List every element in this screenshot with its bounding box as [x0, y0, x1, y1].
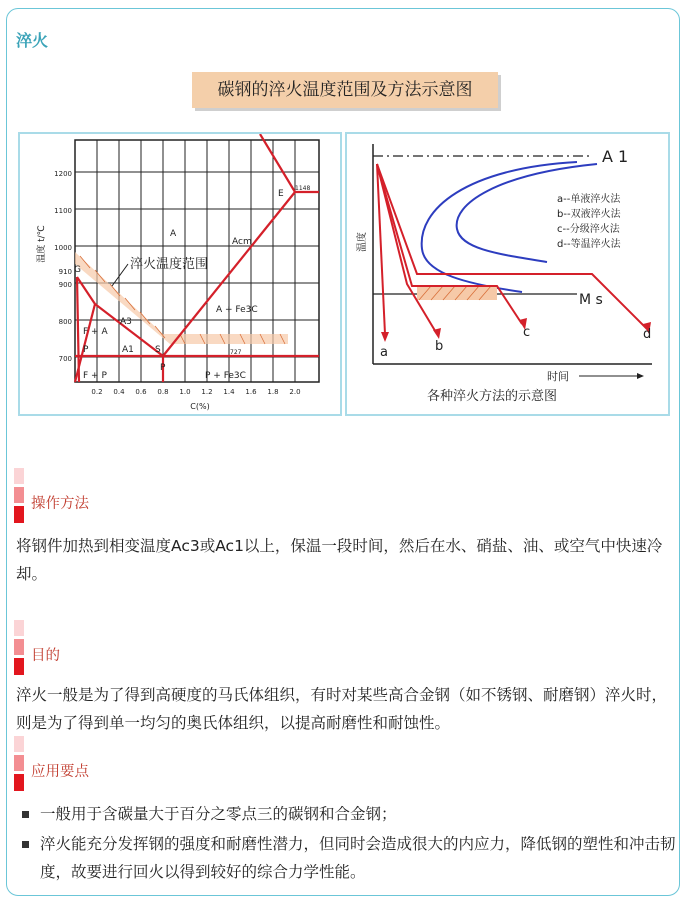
purpose-paragraph: 淬火一般是为了得到高硬度的马氏体组织，有时对某些高合金钢（如不锈钢、耐磨钢）淬火时，则是为了得到单一均匀的奥氏体组织，以提高耐磨性和耐蚀性。: [16, 686, 668, 732]
point-G: G: [74, 265, 81, 275]
y-tick: 1100: [54, 207, 72, 215]
y-tick: 1000: [54, 244, 72, 252]
curve-label-a: a: [380, 345, 388, 360]
label-P: P: [83, 345, 89, 355]
legend-item: c--分级淬火法: [557, 224, 620, 235]
curve-label-c: c: [523, 325, 531, 340]
label-A: A: [170, 229, 177, 239]
label-A3: A3: [120, 317, 132, 327]
y-tick: 800: [58, 318, 72, 326]
x-axis-label: 时间: [547, 370, 569, 383]
legend-item: b--双液淬火法: [557, 209, 621, 220]
page-title: 淬火: [16, 31, 49, 50]
section-heading-key-points: [14, 736, 214, 792]
list-item-text: 淬火能充分发挥钢的强度和耐磨性潜力，但同时会造成很大的内应力，降低钢的塑性和冲击韧度，故要进行回火以得到较好的综合力学性能。: [40, 835, 676, 881]
label-A1: A1: [122, 345, 134, 355]
phase-diagram-svg: [20, 134, 340, 414]
phase-diagram-figure: [18, 132, 342, 416]
point-S: S: [155, 345, 161, 355]
x-tick: 1.6: [245, 388, 257, 396]
y-tick: 1200: [54, 170, 72, 178]
section-heading-label: 操作方法: [31, 496, 89, 512]
x-tick: 1.2: [201, 388, 213, 396]
x-tick: 0.4: [113, 388, 125, 396]
legend: [557, 192, 622, 250]
quench-methods-svg: [347, 134, 668, 414]
isothermal-hatch: [417, 286, 497, 300]
x-axis-label: C(%): [190, 402, 210, 411]
A1-label: A 1: [602, 147, 629, 166]
point-E: E: [278, 189, 284, 199]
y-axis-label: 温度: [357, 232, 368, 252]
x-tick: 1.0: [179, 388, 191, 396]
key-points-list: [16, 800, 676, 888]
y-tick: 910: [58, 268, 72, 276]
x-tick: 0.2: [91, 388, 103, 396]
label-Acm: Acm: [232, 237, 252, 247]
quench-methods-figure: [345, 132, 670, 416]
x-tick: 1.4: [223, 388, 235, 396]
label-P-bottom: P: [160, 363, 166, 373]
figure-banner: 碳钢的淬火温度范围及方法示意图: [192, 72, 498, 108]
y-tick: 900: [58, 281, 72, 289]
list-item-text: 一般用于含碳量大于百分之零点三的碳钢和合金钢；: [40, 805, 397, 823]
section-heading-label: 目的: [31, 648, 60, 664]
curve-label-d: d: [643, 327, 652, 342]
x-tick: 0.6: [135, 388, 147, 396]
quench-range-label: 淬火温度范围: [130, 257, 209, 272]
x-tick: 1.8: [267, 388, 279, 396]
label-F-A: F + A: [83, 327, 108, 337]
section-heading-operation: [14, 468, 214, 524]
operation-paragraph: 将钢件加热到相变温度Ac3或Ac1以上，保温一段时间，然后在水、硝盐、油、或空气中快速冷却。: [16, 537, 663, 583]
list-item: [16, 830, 676, 886]
label-F-P: F + P: [83, 371, 107, 381]
x-tick: 2.0: [289, 388, 301, 396]
y-tick: 700: [58, 355, 72, 363]
label-A-Fe3C: A + Fe3C: [216, 305, 258, 315]
section-heading-label: 应用要点: [31, 764, 89, 780]
x-tick: 0.8: [157, 388, 169, 396]
legend-item: a--单液淬火法: [557, 194, 621, 205]
y-axis-label: 温度 t/℃: [37, 225, 47, 263]
curve-label-b: b: [435, 339, 444, 354]
Ms-label: M s: [579, 292, 603, 308]
label-P-Fe3C: P + Fe3C: [205, 371, 246, 381]
eutectoid-temp: 727: [230, 349, 242, 356]
legend-item: d--等温淬火法: [557, 239, 621, 250]
list-item: [16, 800, 676, 828]
section-heading-purpose: [14, 620, 214, 676]
point-E-temp: 1148: [295, 185, 311, 192]
figure-caption: 各种淬火方法的示意图: [427, 389, 558, 404]
